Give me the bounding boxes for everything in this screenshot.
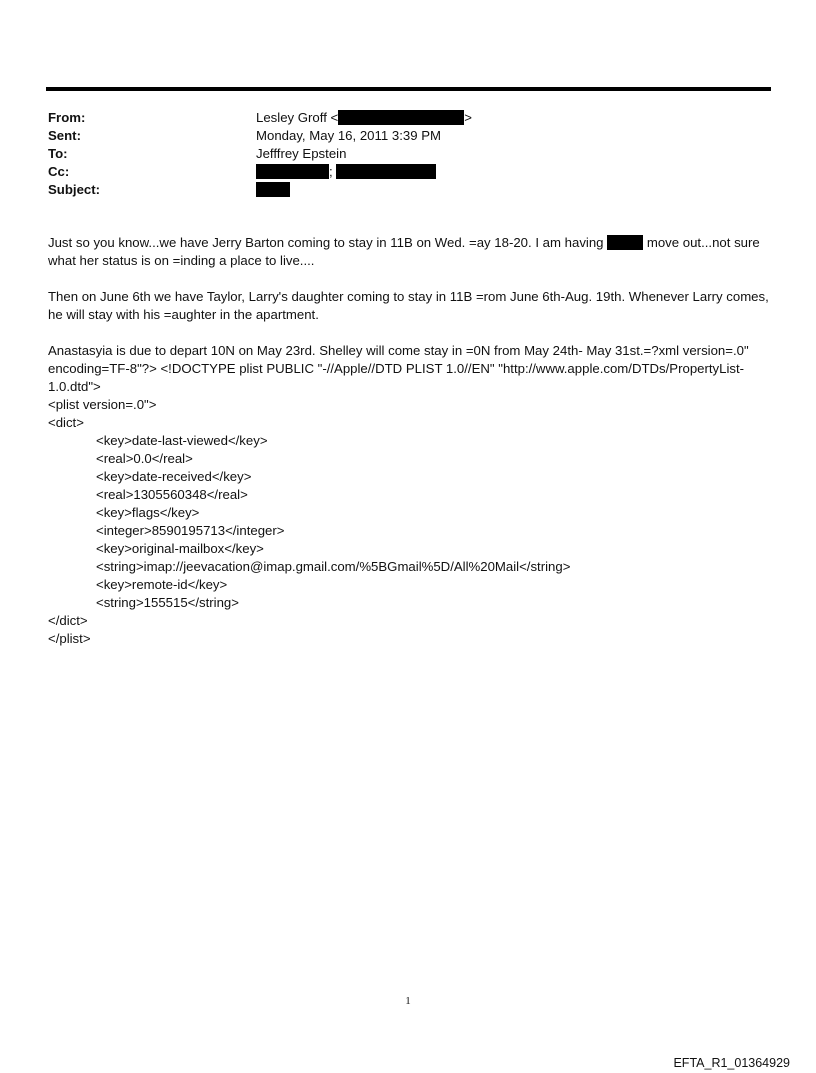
plist-line: <key>flags</key> bbox=[96, 505, 200, 520]
sent-value: Monday, May 16, 2011 3:39 PM bbox=[256, 128, 441, 143]
email-body bbox=[48, 234, 778, 648]
redaction-box bbox=[338, 110, 464, 125]
subject-label: Subject: bbox=[48, 182, 101, 197]
cc-separator: ; bbox=[329, 164, 333, 179]
from-name: Lesley Groff < bbox=[256, 110, 339, 125]
from-value bbox=[256, 109, 472, 127]
sent-label: Sent: bbox=[48, 128, 81, 143]
cc-label: Cc: bbox=[48, 164, 70, 179]
paragraph-2: Then on June 6th we have Taylor, Larry's daughter coming to stay in 11B =rom June 6th-Aug. 19th. Whenever Larry comes, he will stay with his =aughter in the apartment. bbox=[48, 289, 769, 322]
redaction-box bbox=[607, 235, 643, 250]
plist-block bbox=[48, 396, 778, 648]
paragraph-1-part-a: Just so you know...we have Jerry Barton coming to stay in 11B on Wed. =ay 18-20. I am having bbox=[48, 235, 608, 250]
paragraph-1-part-b: move out...not sure what her status is on =inding a place to live.... bbox=[48, 235, 760, 268]
plist-line: <plist version=.0"> bbox=[48, 397, 157, 412]
paragraph-3: Anastasyia is due to depart 10N on May 23rd. Shelley will come stay in =0N from May 24th- May 31st.=?xml version=.0" encoding=TF-8"?> <!DOCTYPE plist PUBLIC "-//Apple//DTD PLIST 1.0//EN" "http://www.apple.com/DTDs/PropertyList-1.0.dtd"> bbox=[48, 343, 749, 394]
plist-line: <key>original-mailbox</key> bbox=[96, 541, 264, 556]
plist-line: </dict> bbox=[48, 613, 88, 628]
bates-number: EFTA_R1_01364929 bbox=[673, 1056, 790, 1070]
plist-line: <string>imap://jeevacation@imap.gmail.com/%5BGmail%5D/All%20Mail</string> bbox=[96, 559, 571, 574]
redaction-box bbox=[256, 164, 329, 179]
to-value: Jefffrey Epstein bbox=[256, 146, 347, 161]
plist-line: </plist> bbox=[48, 631, 91, 646]
plist-line: <integer>8590195713</integer> bbox=[96, 523, 285, 538]
plist-line: <key>date-last-viewed</key> bbox=[96, 433, 268, 448]
plist-line: <real>0.0</real> bbox=[96, 451, 193, 466]
subject-value bbox=[256, 181, 290, 199]
plist-line: <key>date-received</key> bbox=[96, 469, 252, 484]
plist-line: <string>155515</string> bbox=[96, 595, 239, 610]
cc-value bbox=[256, 163, 436, 181]
header-rule bbox=[46, 87, 771, 91]
plist-line: <key>remote-id</key> bbox=[96, 577, 228, 592]
redaction-box bbox=[336, 164, 436, 179]
from-label: From: bbox=[48, 110, 86, 125]
page-number: 1 bbox=[405, 995, 411, 1007]
paragraph-1 bbox=[48, 234, 778, 270]
plist-line: <dict> bbox=[48, 415, 84, 430]
to-label: To: bbox=[48, 146, 68, 161]
from-end: > bbox=[464, 110, 472, 125]
plist-line: <real>1305560348</real> bbox=[96, 487, 248, 502]
redaction-box bbox=[256, 182, 290, 197]
